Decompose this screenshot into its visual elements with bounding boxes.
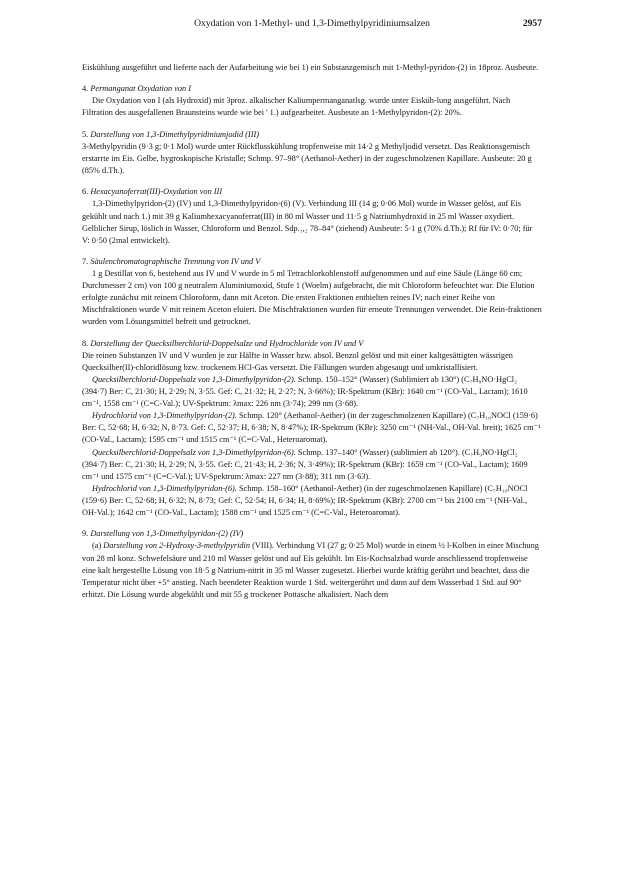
spectrum-compound-name: Quecksilberchlorid-Doppelsalz von 1,3-Dimethylpyridon-(6). [92, 447, 296, 457]
page-number: 2957 [522, 18, 542, 29]
section-paragraph: 3-Methylpyridin (9·3 g; 0·1 Mol) wurde unter Rückflusskühlung tropfenweise mit 14·2 g Methyljodid versetzt. Das Reaktionsgemisch erstarrte im Eis. Gelbe, hygroskopische Kristalle; Schmp. 97–98° (Aethanol-Aether) in der zugeschmolzenen Kapillare. Ausbeute: 20 g (85% d.Th.). [82, 141, 532, 176]
section-heading [82, 129, 542, 141]
section-number: 9. [82, 529, 89, 539]
spectrum-compound-name: Quecksilberchlorid-Doppelsalz von 1,3-Dimethylpyridon-(2). [92, 375, 296, 384]
section-heading [82, 528, 542, 540]
section-number: 7. [82, 256, 89, 266]
section-title: Säulenchromatographische Trennung von IV und V [90, 256, 261, 266]
section-heading [82, 256, 542, 268]
spectrum-compound-name: Hydrochlorid von 1,3-Dimethylpyridon-(6). [92, 483, 237, 493]
section-paragraph: 1 g Destillat von 6, bestehend aus IV und V wurde in 5 ml Tetrachlorkohlenstoff aufgenommen und auf eine Säule (Länge 60 cm; Durchmesser 2 cm) von 100 g neutralem Aluminiumoxid, Stufe 1 (Woelm) aufgebracht, die mit Chloroform befeuchtet war. Die Elution erfolgte zunächst mit reinem Chloroform, dann mit Aceton. Die ersten Fraktionen enthielten reines IV; nach einer Reihe von Mischfraktionen wurde V mit reinem Aceton eluiert. Die Mischfraktionen wurden für erneute Trennungen verwendet. Die Rein-fraktionen wurden vom Lösungsmittel befreit und getrocknet. [82, 269, 542, 327]
spectrum-data: Schmp. 120° (Aethanol-Aether) (in der zugeschmolzenen Kapillare) (C₇H₁₀NOCl (159·6) Ber: C, 52·68; H, 6·32; N, 8·73. Gef: C, 52·37; H, 6·38; N, 8·47%); IR-Spektrum (KBr): 3250 cm⁻¹ (NH-Val., OH-Val. breit); 1625 cm⁻¹ (CO-Val., Lactam); 1595 cm⁻¹ und 1515 cm⁻¹ (C=C-Val., Heteroaromat). [82, 411, 541, 445]
spectrum-data: Schmp. 158–160° (Aethanol-Aether) (in der zugeschmolzenen Kapillare) (C₇H₁₀NOCl (159·6) Ber: C, 52·68; H, 6·32; N, 8·73; Gef: C, 52·54; H, 6·34; H, 8·69%); IR-Spektrum (KBr): 2700 cm⁻¹ bis 2100 cm⁻¹ (NH-Val., OH-Val.); 1642 cm⁻¹ (CO-Val., Lactam); 1588 cm⁻¹ und 1525 cm⁻¹ (C=C-Val., Heteroaromat). [82, 483, 528, 518]
article-body [82, 62, 542, 610]
section-title: Darstellung von 1,3-Dimethylpyridon-(2) (IV) [90, 529, 244, 539]
running-head-title: Oxydation von 1-Methyl- und 1,3-Dimethylpyridiniumsalzen [194, 18, 430, 29]
intro-block [82, 62, 542, 74]
section-title: Permanganat Oxydation von I [90, 84, 192, 94]
subsection-label: (a) [92, 541, 102, 551]
intro-paragraph: Eiskühlung ausgeführt und lieferte nach der Aufarbeitung wie bei 1) ein Substanzgemisch mit 1-Methyl-pyridon-(2) in 18proz. Ausbeute. [82, 63, 539, 72]
section-heading [82, 186, 542, 198]
section-paragraph: Die reinen Substanzen IV und V wurden je zur Hälfte in Wasser bzw. absol. Benzol gelöst und mit einer kaltgesättigten wässrigen Quecksilber(II)-chloridlösung bzw. trockenem HCl-Gas versetzt. Die Fällungen wurden abgesaugt und umkristallisiert. [82, 350, 513, 372]
section-9 [82, 528, 542, 601]
spectrum-data: Schmp. 150–152° (Wasser) (Sublimiert ab 130°) (C₇H₉NO·HgCl₂ (394·7) Ber: C, 21·30; H, 2·29; N, 3·55. Gef: C, 21·32; H, 2·27; N, 3·66%); IR-Spektrum (KBr): 1640 cm⁻¹ (CO-Val., Lactam); 1610 cm⁻¹, 1558 cm⁻¹ (C=C-Val.); UV-Spektrum: λmax: 226 nm (3·74); 299 nm (3·68). [82, 375, 528, 409]
section-title: Hexacyanoferrat(III)-Oxydation von III [90, 187, 223, 197]
subsection-paragraph [82, 540, 542, 600]
spectrum-entry [82, 447, 542, 483]
section-number: 8. [82, 338, 89, 348]
section-6 [82, 186, 542, 246]
running-head [82, 16, 542, 32]
section-number: 6. [82, 187, 89, 197]
section-title: Darstellung der Quecksilberchlorid-Doppelsalze und Hydrochloride von IV und V [90, 338, 364, 348]
section-7 [82, 256, 542, 329]
subsection-text: (VIII). Verbindung VI (27 g; 0·25 Mol) wurde in einem ½ l-Kolben in einer Mischung von 28 ml konz. Schwefelsäure und 210 ml Wasser gelöst und auf Eis gekühlt. Im Eis-Kochsalzbad wurde anschliessend tropfenweise eine kalt hergestellte Lösung von 18·5 g Natrium-nitrit in 35 ml Wasser zugesetzt. Hierbei wurde kräftig gerührt und beachtet, dass die Temperatur nicht über +5° anstieg. Nach beendeter Reaktion wurde 1 Std. weitergerührt und dann auf dem Wasserbad 1 Std. auf 90° erhitzt. Die Lösung wurde abgekühlt und mit 55 g trockener Pottasche alkalisiert. Nach dem [82, 541, 539, 599]
section-paragraph: Die Oxydation von I (als Hydroxid) mit 3proz. alkalischer Kaliumpermanganatlsg. wurde unter Eisküh-lung ausgeführt. Nach Filtration des ausgefallenen Braunsteins wurde wie bei ' 1.) aufgearbeitet. Ausbeute an 1-Methylpyridon-(2): 20%. [82, 96, 511, 118]
section-5 [82, 129, 542, 177]
spectrum-entry [82, 483, 542, 519]
section-number: 4. [82, 84, 89, 94]
section-heading [82, 83, 542, 95]
spectrum-entry [82, 410, 542, 446]
section-4 [82, 83, 542, 119]
spectrum-compound-name: Hydrochlorid von 1,3-Dimethylpyridon-(2). [92, 411, 237, 421]
subsection-title: Darstellung von 2-Hydroxy-3-methylpyridin [103, 541, 250, 551]
spectrum-entry [82, 374, 542, 410]
section-number: 5. [82, 129, 89, 139]
section-heading [82, 338, 542, 350]
section-paragraph: 1,3-Dimethylpyridon-(2) (IV) und 1,3-Dimethylpyridon-(6) (V). Verbindung III (14 g; 0·06 Mol) wurde in Wasser gelöst, auf Eis gekühlt und nach 1.) mit 39 g Kaliumhexacyanoferrat(III) in 80 ml Wasser und 11·5 g Natriumhydroxid in 25 ml Wasser oxydiert. Gelblicher Sirup, löslich in Wasser, Chloroform und Benzol. Sdp.₁,₂ 78–84° (ziehend) Ausbeute: 5·1 g (70% d.Th.); Rf für IV: 0·70; für V: 0·50 (2mal entwickelt). [82, 199, 533, 245]
section-title: Darstellung von 1,3-Dimethylpyridiniumjodid (III) [90, 129, 259, 139]
section-8 [82, 338, 542, 519]
spectrum-data: Schmp. 137–140° (Wasser) (sublimiert ab 120°). (C₇H₉NO·HgCl₂ (394·7) Ber: C, 21·30; H, 2·29; N, 3·55. Gef: C, 21·43; H, 2·36; N, 3·49%); IR-Spektrum (KBr): 1659 cm⁻¹ (CO-Val., Lactam); 1609 cm⁻¹ und 1575 cm⁻¹ (C=C-Val.); UV-Spektrum: λmax: 227 nm (3·88); 311 nm (3·63). [82, 447, 528, 481]
